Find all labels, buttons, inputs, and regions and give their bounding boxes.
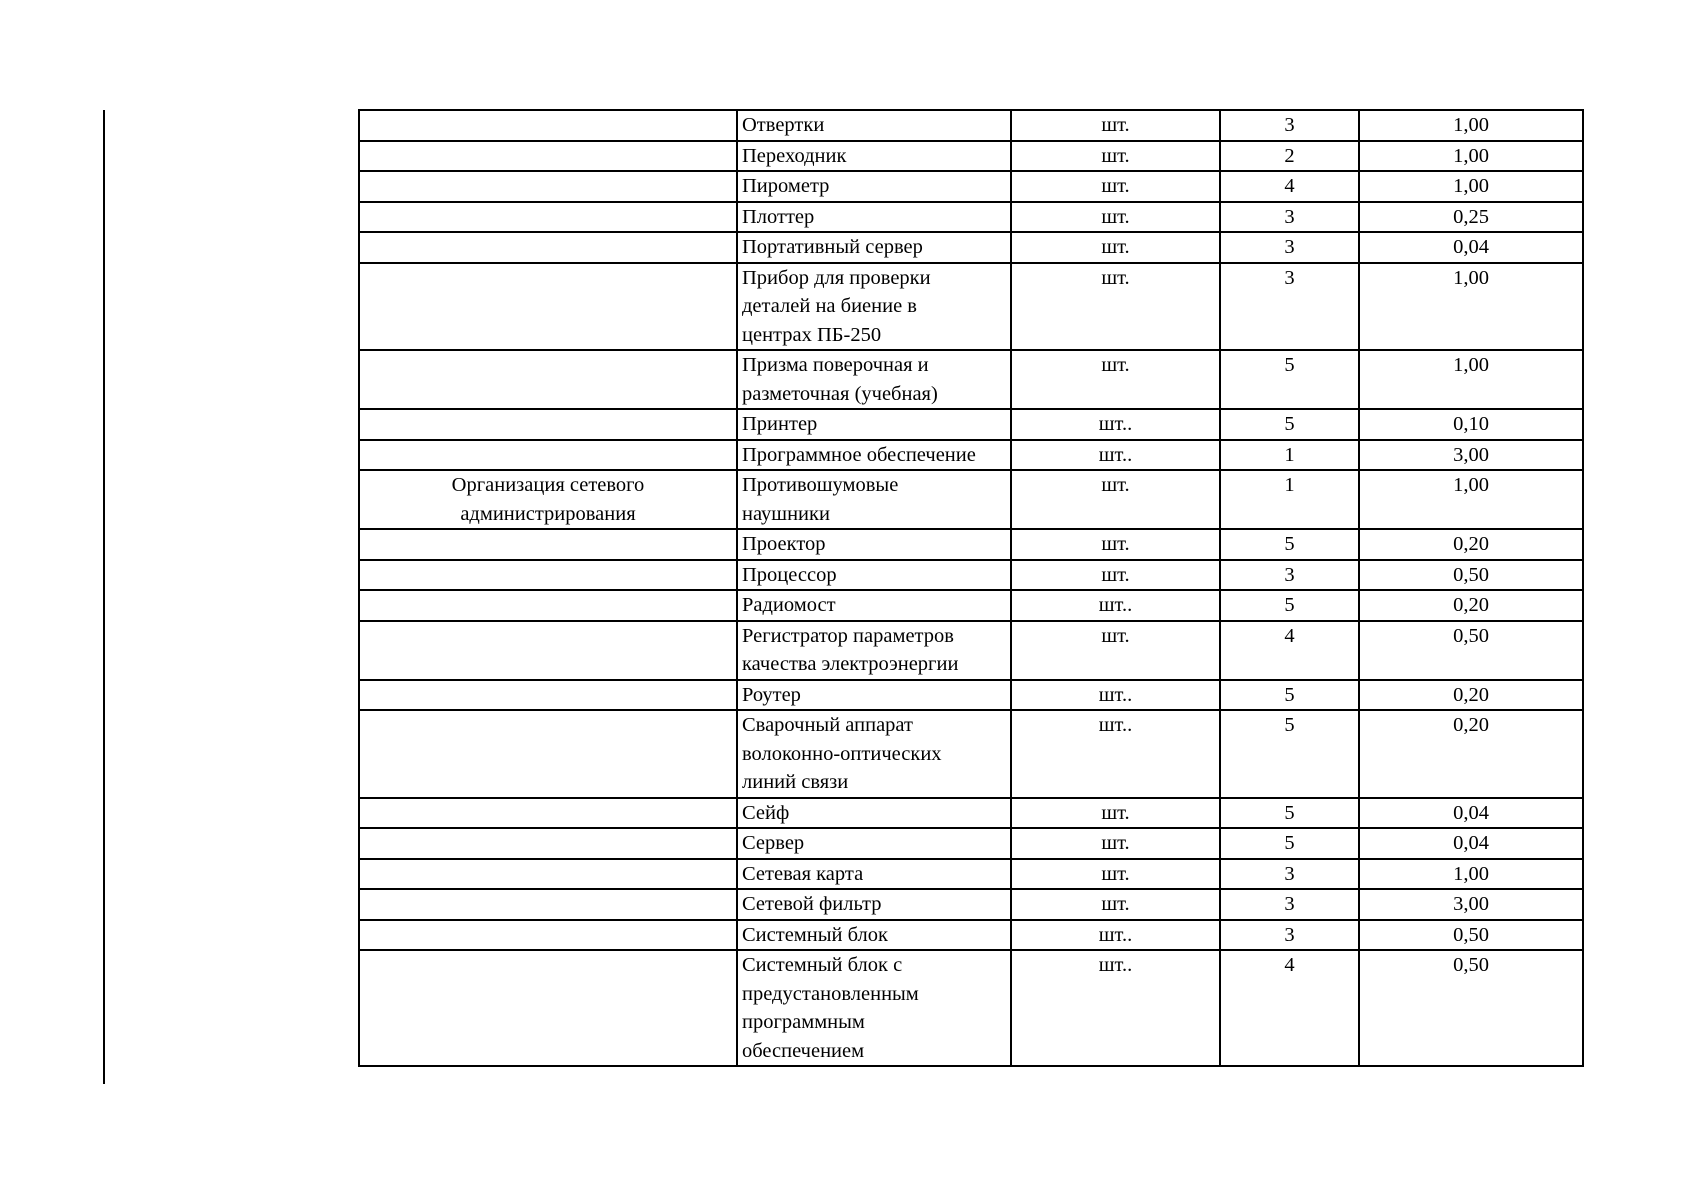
quantity-cell: 3: [1220, 110, 1359, 141]
section-cell: [359, 680, 737, 711]
section-cell: [359, 171, 737, 202]
unit-cell: шт.: [1011, 828, 1220, 859]
section-cell: [359, 920, 737, 951]
table-row: [359, 859, 1583, 890]
table-row: [359, 828, 1583, 859]
quantity-cell: 3: [1220, 920, 1359, 951]
section-cell: [359, 889, 737, 920]
quantity-cell: 5: [1220, 798, 1359, 829]
table-row: [359, 202, 1583, 233]
table-row: [359, 350, 1583, 409]
coefficient-cell: 0,50: [1359, 920, 1583, 951]
section-cell: [359, 950, 737, 1066]
quantity-cell: 5: [1220, 710, 1359, 798]
item-name-cell: Переходник: [737, 141, 1011, 172]
item-name-cell: Сварочный аппарат волоконно-оптических линий связи: [737, 710, 1011, 798]
table-row: [359, 889, 1583, 920]
item-name-cell: Плоттер: [737, 202, 1011, 233]
quantity-cell: 3: [1220, 232, 1359, 263]
item-name-cell: Отвертки: [737, 110, 1011, 141]
unit-cell: шт.: [1011, 232, 1220, 263]
coefficient-cell: 0,50: [1359, 560, 1583, 591]
table-row: [359, 798, 1583, 829]
table-row: [359, 590, 1583, 621]
unit-cell: шт..: [1011, 409, 1220, 440]
unit-cell: шт.: [1011, 350, 1220, 409]
quantity-cell: 4: [1220, 171, 1359, 202]
unit-cell: шт.: [1011, 798, 1220, 829]
table-row: [359, 950, 1583, 1066]
item-name-cell: Сейф: [737, 798, 1011, 829]
unit-cell: шт.: [1011, 529, 1220, 560]
unit-cell: шт.: [1011, 470, 1220, 529]
quantity-cell: 5: [1220, 680, 1359, 711]
unit-cell: шт.: [1011, 560, 1220, 591]
table-row: [359, 141, 1583, 172]
unit-cell: шт..: [1011, 440, 1220, 471]
coefficient-cell: 0,20: [1359, 590, 1583, 621]
quantity-cell: 2: [1220, 141, 1359, 172]
table-row: [359, 621, 1583, 680]
table-row: [359, 680, 1583, 711]
quantity-cell: 3: [1220, 889, 1359, 920]
quantity-cell: 3: [1220, 202, 1359, 233]
coefficient-cell: 0,04: [1359, 798, 1583, 829]
unit-cell: шт..: [1011, 950, 1220, 1066]
item-name-cell: Программное обеспечение: [737, 440, 1011, 471]
section-cell: [359, 710, 737, 798]
coefficient-cell: 1,00: [1359, 263, 1583, 351]
section-cell: [359, 350, 737, 409]
quantity-cell: 1: [1220, 440, 1359, 471]
quantity-cell: 3: [1220, 560, 1359, 591]
section-cell: [359, 232, 737, 263]
coefficient-cell: 0,04: [1359, 828, 1583, 859]
unit-cell: шт..: [1011, 710, 1220, 798]
item-name-cell: Роутер: [737, 680, 1011, 711]
coefficient-cell: 1,00: [1359, 350, 1583, 409]
equipment-table: [358, 109, 1584, 1067]
coefficient-cell: 1,00: [1359, 470, 1583, 529]
section-cell: [359, 560, 737, 591]
unit-cell: шт.: [1011, 110, 1220, 141]
quantity-cell: 3: [1220, 263, 1359, 351]
coefficient-cell: 3,00: [1359, 889, 1583, 920]
table-row: [359, 529, 1583, 560]
unit-cell: шт.: [1011, 859, 1220, 890]
unit-cell: шт.: [1011, 263, 1220, 351]
section-cell: [359, 621, 737, 680]
section-cell: [359, 828, 737, 859]
coefficient-cell: 0,50: [1359, 950, 1583, 1066]
unit-cell: шт..: [1011, 920, 1220, 951]
page-margin-line: [103, 110, 105, 1084]
quantity-cell: 5: [1220, 350, 1359, 409]
table-row: [359, 263, 1583, 351]
unit-cell: шт.: [1011, 202, 1220, 233]
quantity-cell: 5: [1220, 590, 1359, 621]
unit-cell: шт.: [1011, 141, 1220, 172]
section-cell: Организация сетевого администрирования: [359, 470, 737, 529]
section-cell: [359, 110, 737, 141]
quantity-cell: 4: [1220, 621, 1359, 680]
equipment-table-body: [359, 110, 1583, 1066]
table-row: [359, 920, 1583, 951]
unit-cell: шт.: [1011, 889, 1220, 920]
quantity-cell: 4: [1220, 950, 1359, 1066]
section-cell: [359, 590, 737, 621]
table-row: [359, 171, 1583, 202]
quantity-cell: 5: [1220, 828, 1359, 859]
section-cell: [359, 440, 737, 471]
section-cell: [359, 798, 737, 829]
coefficient-cell: 1,00: [1359, 859, 1583, 890]
section-cell: [359, 141, 737, 172]
coefficient-cell: 3,00: [1359, 440, 1583, 471]
table-row: [359, 440, 1583, 471]
item-name-cell: Системный блок с предустановленным программным обеспечением: [737, 950, 1011, 1066]
section-cell: [359, 409, 737, 440]
quantity-cell: 3: [1220, 859, 1359, 890]
section-cell: [359, 263, 737, 351]
item-name-cell: Системный блок: [737, 920, 1011, 951]
coefficient-cell: 0,50: [1359, 621, 1583, 680]
coefficient-cell: 0,20: [1359, 680, 1583, 711]
coefficient-cell: 0,20: [1359, 710, 1583, 798]
item-name-cell: Сервер: [737, 828, 1011, 859]
coefficient-cell: 1,00: [1359, 141, 1583, 172]
item-name-cell: Пирометр: [737, 171, 1011, 202]
item-name-cell: Радиомост: [737, 590, 1011, 621]
item-name-cell: Сетевой фильтр: [737, 889, 1011, 920]
coefficient-cell: 0,20: [1359, 529, 1583, 560]
coefficient-cell: 0,10: [1359, 409, 1583, 440]
table-row: [359, 232, 1583, 263]
quantity-cell: 5: [1220, 409, 1359, 440]
unit-cell: шт..: [1011, 590, 1220, 621]
quantity-cell: 1: [1220, 470, 1359, 529]
unit-cell: шт..: [1011, 680, 1220, 711]
table-row: [359, 470, 1583, 529]
table-row: [359, 710, 1583, 798]
coefficient-cell: 0,25: [1359, 202, 1583, 233]
section-cell: [359, 859, 737, 890]
coefficient-cell: 1,00: [1359, 171, 1583, 202]
item-name-cell: Портативный сервер: [737, 232, 1011, 263]
item-name-cell: Сетевая карта: [737, 859, 1011, 890]
item-name-cell: Принтер: [737, 409, 1011, 440]
quantity-cell: 5: [1220, 529, 1359, 560]
item-name-cell: Противошумовые наушники: [737, 470, 1011, 529]
item-name-cell: Регистратор параметров качества электроэнергии: [737, 621, 1011, 680]
section-cell: [359, 202, 737, 233]
table-row: [359, 110, 1583, 141]
table-row: [359, 560, 1583, 591]
unit-cell: шт.: [1011, 171, 1220, 202]
table-row: [359, 409, 1583, 440]
section-cell: [359, 529, 737, 560]
item-name-cell: Проектор: [737, 529, 1011, 560]
item-name-cell: Прибор для проверки деталей на биение в центрах ПБ-250: [737, 263, 1011, 351]
item-name-cell: Призма поверочная и разметочная (учебная): [737, 350, 1011, 409]
coefficient-cell: 0,04: [1359, 232, 1583, 263]
item-name-cell: Процессор: [737, 560, 1011, 591]
unit-cell: шт.: [1011, 621, 1220, 680]
coefficient-cell: 1,00: [1359, 110, 1583, 141]
